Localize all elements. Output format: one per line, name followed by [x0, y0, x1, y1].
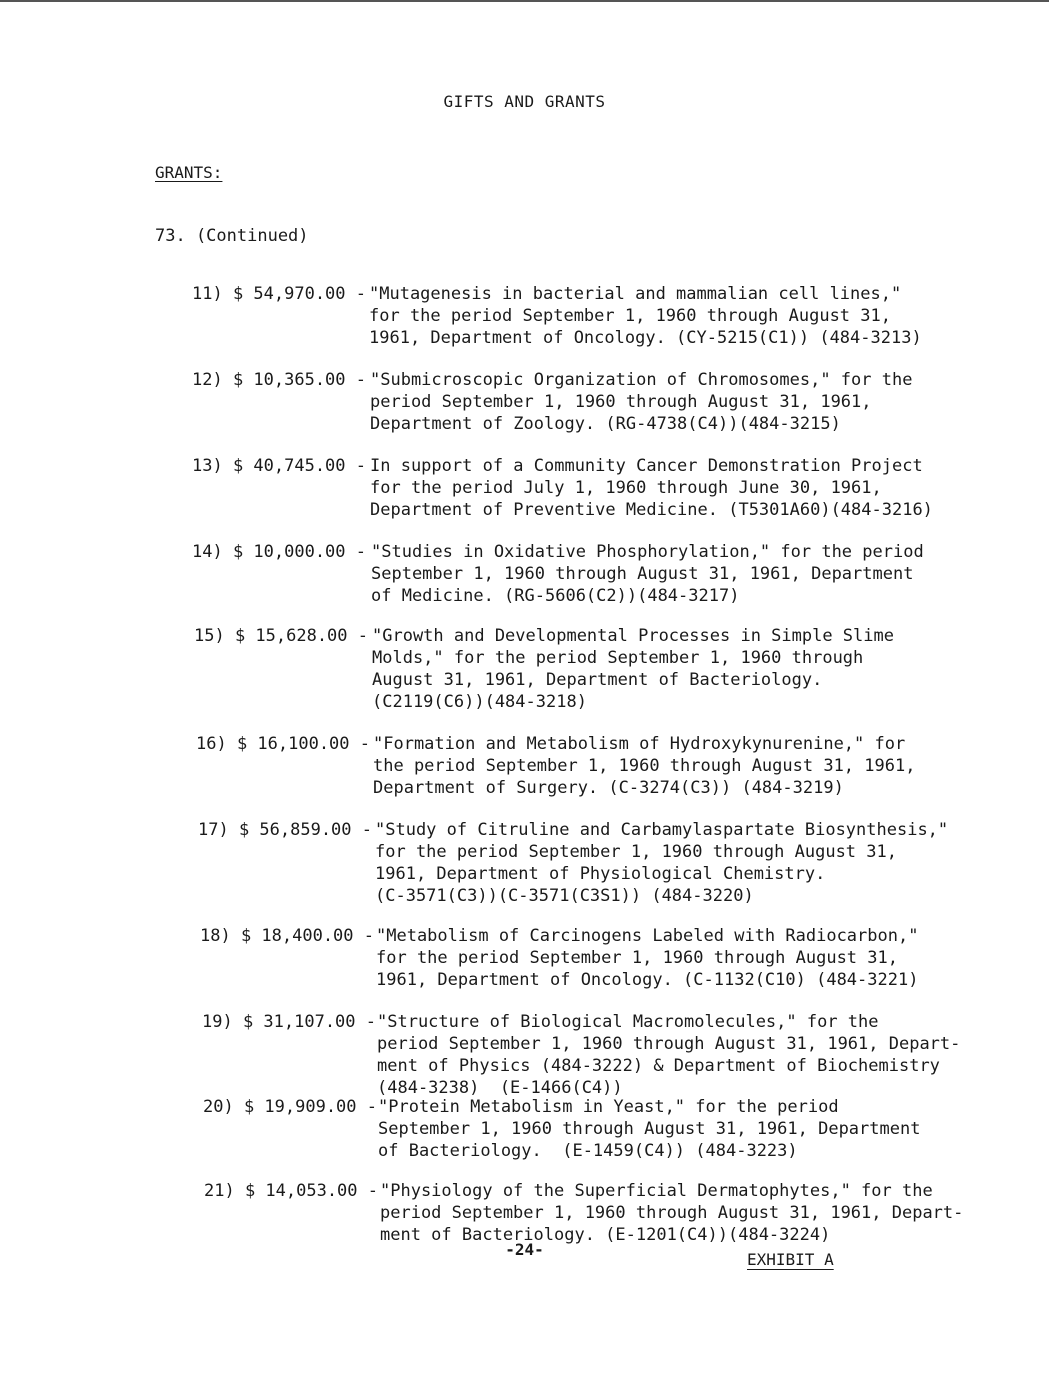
- grant-amount: 12) $ 10,365.00 -: [192, 370, 366, 390]
- description-line: of Medicine. (RG-5606(C2))(484-3217): [371, 586, 740, 606]
- item-intro: 73. (Continued): [155, 226, 309, 246]
- grant-amount: 19) $ 31,107.00 -: [202, 1012, 376, 1032]
- grant-description: [371, 541, 991, 607]
- grant-amount: 14) $ 10,000.00 -: [192, 542, 366, 562]
- description-line: "Mutagenesis in bacterial and mammalian cell lines,": [369, 284, 902, 304]
- description-line: Department of Zoology. (RG-4738(C4))(484-3215): [370, 414, 841, 434]
- description-line: Molds," for the period September 1, 1960 through: [372, 648, 864, 668]
- top-edge-rule: [0, 0, 1049, 2]
- description-line: ment of Bacteriology. (E-1201(C4))(484-3224): [380, 1225, 831, 1245]
- description-line: for the period July 1, 1960 through June 30, 1961,: [370, 478, 882, 498]
- description-line: "Studies in Oxidative Phosphorylation," for the period: [371, 542, 924, 562]
- description-line: "Formation and Metabolism of Hydroxykynurenine," for: [373, 734, 906, 754]
- description-line: (C-3571(C3))(C-3571(C3S1)) (484-3220): [375, 886, 754, 906]
- description-line: ment of Physics (484-3222) & Department of Biochemistry: [377, 1056, 940, 1076]
- description-line: period September 1, 1960 through August 31, 1961, Depart-: [380, 1203, 964, 1223]
- description-line: the period September 1, 1960 through August 31, 1961,: [373, 756, 916, 776]
- description-line: of Bacteriology. (E-1459(C4)) (484-3223): [378, 1141, 798, 1161]
- description-line: "Metabolism of Carcinogens Labeled with Radiocarbon,": [376, 926, 919, 946]
- description-line: 1961, Department of Physiological Chemistry.: [375, 864, 826, 884]
- grant-description: [380, 1180, 1000, 1246]
- grant-description: [373, 733, 993, 799]
- grant-description: [378, 1096, 998, 1162]
- page-number: -24-: [505, 1240, 544, 1259]
- description-line: for the period September 1, 1960 through August 31,: [376, 948, 898, 968]
- description-line: period September 1, 1960 through August 31, 1961,: [370, 392, 872, 412]
- grant-amount: 16) $ 16,100.00 -: [196, 734, 370, 754]
- grant-amount: 21) $ 14,053.00 -: [204, 1181, 378, 1201]
- grant-amount: 15) $ 15,628.00 -: [194, 626, 368, 646]
- grant-description: [377, 1011, 997, 1099]
- description-line: "Growth and Developmental Processes in Simple Slime: [372, 626, 894, 646]
- description-line: September 1, 1960 through August 31, 1961, Department: [371, 564, 914, 584]
- description-line: 1961, Department of Oncology. (C-1132(C10) (484-3221): [376, 970, 919, 990]
- description-line: September 1, 1960 through August 31, 1961, Department: [378, 1119, 921, 1139]
- description-line: 1961, Department of Oncology. (CY-5215(C1)) (484-3213): [369, 328, 922, 348]
- grant-description: [372, 625, 992, 713]
- grant-amount: 11) $ 54,970.00 -: [192, 284, 366, 304]
- grant-description: [370, 455, 990, 521]
- description-line: for the period September 1, 1960 through August 31,: [375, 842, 897, 862]
- description-line: (C2119(C6))(484-3218): [372, 692, 587, 712]
- description-line: (484-3238) (E-1466(C4)): [377, 1078, 623, 1098]
- description-line: In support of a Community Cancer Demonstration Project: [370, 456, 923, 476]
- grant-description: [370, 369, 990, 435]
- page-title: GIFTS AND GRANTS: [443, 92, 606, 111]
- description-line: "Protein Metabolism in Yeast," for the period: [378, 1097, 839, 1117]
- grant-amount: 17) $ 56,859.00 -: [198, 820, 372, 840]
- description-line: "Study of Citruline and Carbamylaspartate Biosynthesis,": [375, 820, 949, 840]
- grant-description: [375, 819, 995, 907]
- section-heading: GRANTS:: [155, 163, 223, 182]
- description-line: Department of Preventive Medicine. (T5301A60)(484-3216): [370, 500, 933, 520]
- description-line: "Structure of Biological Macromolecules," for the: [377, 1012, 879, 1032]
- description-line: Department of Surgery. (C-3274(C3)) (484-3219): [373, 778, 844, 798]
- exhibit-label: EXHIBIT A: [747, 1250, 834, 1269]
- description-line: August 31, 1961, Department of Bacteriology.: [372, 670, 823, 690]
- description-line: for the period September 1, 1960 through August 31,: [369, 306, 891, 326]
- description-line: period September 1, 1960 through August 31, 1961, Depart-: [377, 1034, 961, 1054]
- grant-amount: 13) $ 40,745.00 -: [192, 456, 366, 476]
- grant-description: [376, 925, 996, 991]
- grant-amount: 18) $ 18,400.00 -: [200, 926, 374, 946]
- grant-amount: 20) $ 19,909.00 -: [203, 1097, 377, 1117]
- description-line: "Submicroscopic Organization of Chromosomes," for the: [370, 370, 913, 390]
- grant-description: [369, 283, 989, 349]
- description-line: "Physiology of the Superficial Dermatophytes," for the: [380, 1181, 933, 1201]
